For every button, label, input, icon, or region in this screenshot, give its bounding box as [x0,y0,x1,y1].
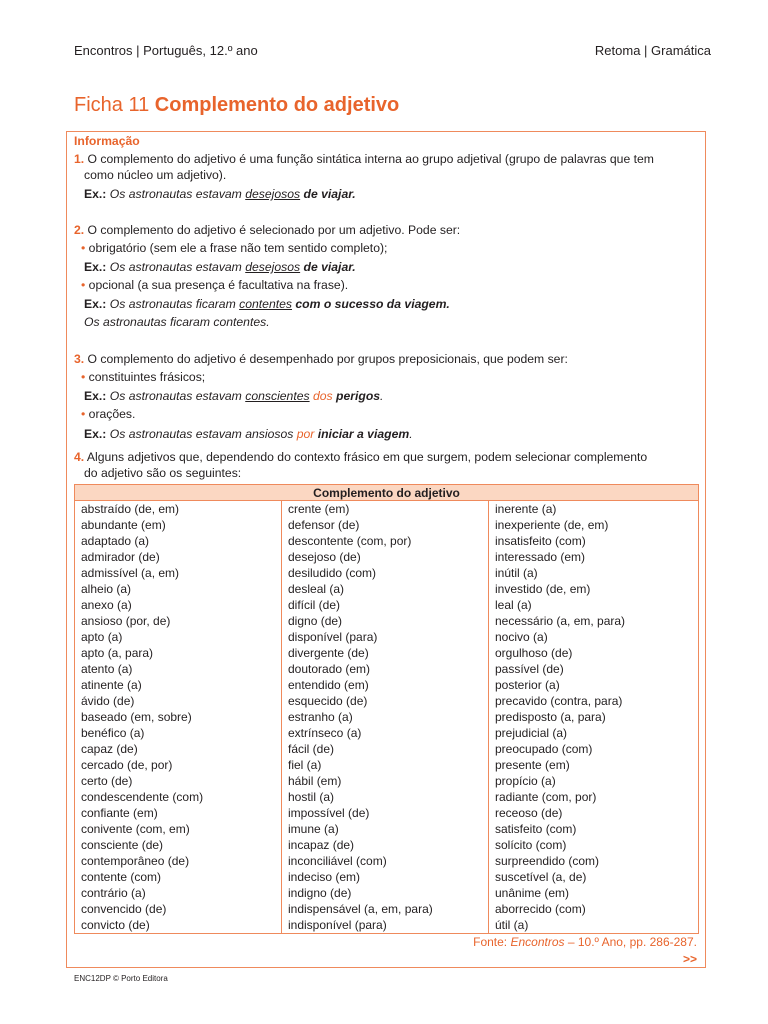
table-cell: convicto (de) [81,918,150,932]
footer-copyright: ENC12DP © Porto Editora [74,974,168,983]
s2-b2-text: opcional (a sua presença é facultativa na frase). [88,278,349,292]
info-label: Informação [74,134,140,148]
s2-ex2-adjective: contentes [239,297,292,311]
s3-example1 [84,388,383,404]
table-cell: contente (com) [81,870,162,884]
table-cell: preocupado (com) [495,742,593,756]
s3-ex2-complement: iniciar a viagem [314,427,410,441]
table-cell: insatisfeito (com) [495,534,586,548]
table-cell: adaptado (a) [81,534,150,548]
table-cell: apto (a) [81,630,123,644]
table-cell: contemporâneo (de) [81,854,190,868]
table-cell: hábil (em) [288,774,342,788]
table-cell: prejudicial (a) [495,726,568,740]
s2-ex2-a: Os astronautas ficaram [106,297,240,311]
table-cell: divergente (de) [288,646,369,660]
header-book-info: Encontros | Português, 12.º ano [74,43,258,58]
bullet-icon: • [81,370,86,384]
table-cell: descontente (com, por) [288,534,412,548]
table-cell: anexo (a) [81,598,132,612]
information-box [66,131,706,968]
table-cell: desejoso (de) [288,550,361,564]
table-cell: benéfico (a) [81,726,145,740]
table-cell: abstraído (de, em) [81,502,180,516]
s4-text2: do adjetivo são os seguintes: [84,466,242,480]
s2-ex1-a: Os astronautas estavam [106,260,246,274]
table-cell: hostil (a) [288,790,335,804]
table-cell: útil (a) [495,918,529,932]
table-cell: capaz (de) [81,742,138,756]
table-cell: indeciso (em) [288,870,361,884]
table-cell: interessado (em) [495,550,586,564]
s1-text1: O complemento do adjetivo é uma função sintática interna ao grupo adjetival (grupo de palavras que tem [84,152,654,166]
source-note [473,935,697,949]
source-book: Encontros [510,935,565,949]
s1-ex-label: Ex.: [84,187,107,201]
s2-bullet1 [81,240,387,256]
s1-ex-adjective: desejosos [245,187,301,201]
table-cell: surpreendido (com) [495,854,600,868]
table-cell: admissível (a, em) [81,566,180,580]
table-cell: necessário (a, em, para) [495,614,626,628]
table-cell: desiludido (com) [288,566,377,580]
source-prefix: Fonte: [473,935,511,949]
s1-number: 1. [74,152,85,166]
adjective-complement-table [74,484,699,934]
table-cell: nocivo (a) [495,630,548,644]
table-cell: admirador (de) [81,550,160,564]
table-cell: incapaz (de) [288,838,355,852]
s3-number: 3. [74,352,85,366]
table-row [75,501,699,934]
table-cell: leal (a) [495,598,532,612]
table-cell: fiel (a) [288,758,322,772]
s2-ex1-complement: de viajar. [300,260,356,274]
table-cell: entendido (em) [288,678,369,692]
table-cell: radiante (com, por) [495,790,597,804]
table-cell: aborrecido (com) [495,902,586,916]
table-cell: inerente (a) [495,502,557,516]
table-cell: indispensável (a, em, para) [288,902,433,916]
table-cell: convencido (de) [81,902,167,916]
bullet-icon: • [81,241,86,255]
bullet-icon: • [81,278,86,292]
s3-ex2-label: Ex.: [84,427,107,441]
s2-ex1-adjective: desejosos [245,260,301,274]
table-cell: indigno (de) [288,886,352,900]
s4-number: 4. [74,450,85,464]
s1-ex-complement: de viajar. [300,187,356,201]
s2-ex2-label: Ex.: [84,297,107,311]
table-column-2 [282,501,489,934]
s2-ex2-complement: com o sucesso da viagem. [291,297,450,311]
table-cell: ávido (de) [81,694,135,708]
s1-line1 [74,151,654,167]
table-cell: doutorado (em) [288,662,371,676]
title-prefix: Ficha 11 [74,94,150,116]
s3-ex2-a: Os astronautas estavam ansiosos [106,427,297,441]
table-cell: abundante (em) [81,518,166,532]
s3-line [74,351,568,367]
table-cell: contrário (a) [81,886,146,900]
s3-bullet1 [81,369,205,385]
header-section: Retoma | Gramática [594,43,711,58]
s3-ex1-complement: perigos [332,389,381,403]
s3-example2 [84,426,413,442]
table-cell: unânime (em) [495,886,570,900]
table-cell: condescendente (com) [81,790,204,804]
s3-bullet2 [81,406,135,422]
bullet-icon: • [81,407,86,421]
table-column-3 [489,501,699,934]
table-cell: estranho (a) [288,710,353,724]
table-cell: confiante (em) [81,806,158,820]
s3-ex1-label: Ex.: [84,389,107,403]
table-column-1 [75,501,282,934]
s4-text1: Alguns adjetivos que, dependendo do contexto frásico em que surgem, podem selecionar complemento [84,450,648,464]
s2-example2-line2: Os astronautas ficaram contentes. [84,315,270,329]
s2-number: 2. [74,223,85,237]
page-title [74,94,399,117]
s2-line [74,222,460,238]
source-rest: – 10.º Ano, pp. 286-287. [564,935,697,949]
table-cell: defensor (de) [288,518,360,532]
table-cell: receoso (de) [495,806,563,820]
table-cell: solícito (com) [495,838,567,852]
s3-ex2-preposition: por [296,427,315,441]
s3-b2-text: orações. [88,407,136,421]
table-cell: desleal (a) [288,582,345,596]
table-cell: satisfeito (com) [495,822,577,836]
s2-text: O complemento do adjetivo é selecionado por um adjetivo. Pode ser: [84,223,461,237]
table-cell: suscetível (a, de) [495,870,587,884]
s3-ex1-a: Os astronautas estavam [106,389,246,403]
s3-ex1-adjective: conscientes [245,389,310,403]
s1-text2: como núcleo um adjetivo). [84,168,227,182]
table-cell: precavido (contra, para) [495,694,623,708]
next-page-marker: >> [682,952,697,966]
s3-ex1-end: . [380,389,384,403]
table-cell: indisponível (para) [288,918,387,932]
table-cell: inconciliável (com) [288,854,387,868]
table-cell: esquecido (de) [288,694,368,708]
table-cell: disponível (para) [288,630,378,644]
s4-line1 [74,449,647,465]
table-cell: passível (de) [495,662,564,676]
s2-b1-text: obrigatório (sem ele a frase não tem sentido completo); [88,241,388,255]
table-cell: orgulhoso (de) [495,646,573,660]
table-cell: consciente (de) [81,838,164,852]
table-cell: impossível (de) [288,806,370,820]
table-cell: inexperiente (de, em) [495,518,609,532]
table-cell: atento (a) [81,662,133,676]
table-cell: inútil (a) [495,566,538,580]
s3-b1-text: constituintes frásicos; [88,370,206,384]
table-cell: presente (em) [495,758,570,772]
s3-text: O complemento do adjetivo é desempenhado por grupos preposicionais, que podem ser: [84,352,568,366]
s3-ex1-preposition: dos [309,389,333,403]
s3-ex2-end: . [409,427,413,441]
s2-bullet2 [81,277,348,293]
table-header: Complemento do adjetivo [75,485,699,501]
title-main: Complemento do adjetivo [154,94,400,116]
table-cell: cercado (de, por) [81,758,173,772]
s1-example [84,186,356,202]
table-cell: apto (a, para) [81,646,154,660]
table-cell: alheio (a) [81,582,132,596]
table-cell: posterior (a) [495,678,560,692]
table-cell: propício (a) [495,774,556,788]
table-cell: baseado (em, sobre) [81,710,192,724]
table-cell: investido (de, em) [495,582,591,596]
s2-example2 [84,296,450,312]
s2-ex1-label: Ex.: [84,260,107,274]
table-cell: difícil (de) [288,598,341,612]
table-cell: predisposto (a, para) [495,710,606,724]
table-cell: conivente (com, em) [81,822,190,836]
table-cell: certo (de) [81,774,133,788]
table-cell: atinente (a) [81,678,142,692]
table-cell: digno (de) [288,614,343,628]
s1-ex-a: Os astronautas estavam [106,187,246,201]
table-cell: fácil (de) [288,742,335,756]
table-cell: imune (a) [288,822,339,836]
table-cell: ansioso (por, de) [81,614,171,628]
s2-example1 [84,259,356,275]
table-cell: crente (em) [288,502,350,516]
table-cell: extrínseco (a) [288,726,362,740]
